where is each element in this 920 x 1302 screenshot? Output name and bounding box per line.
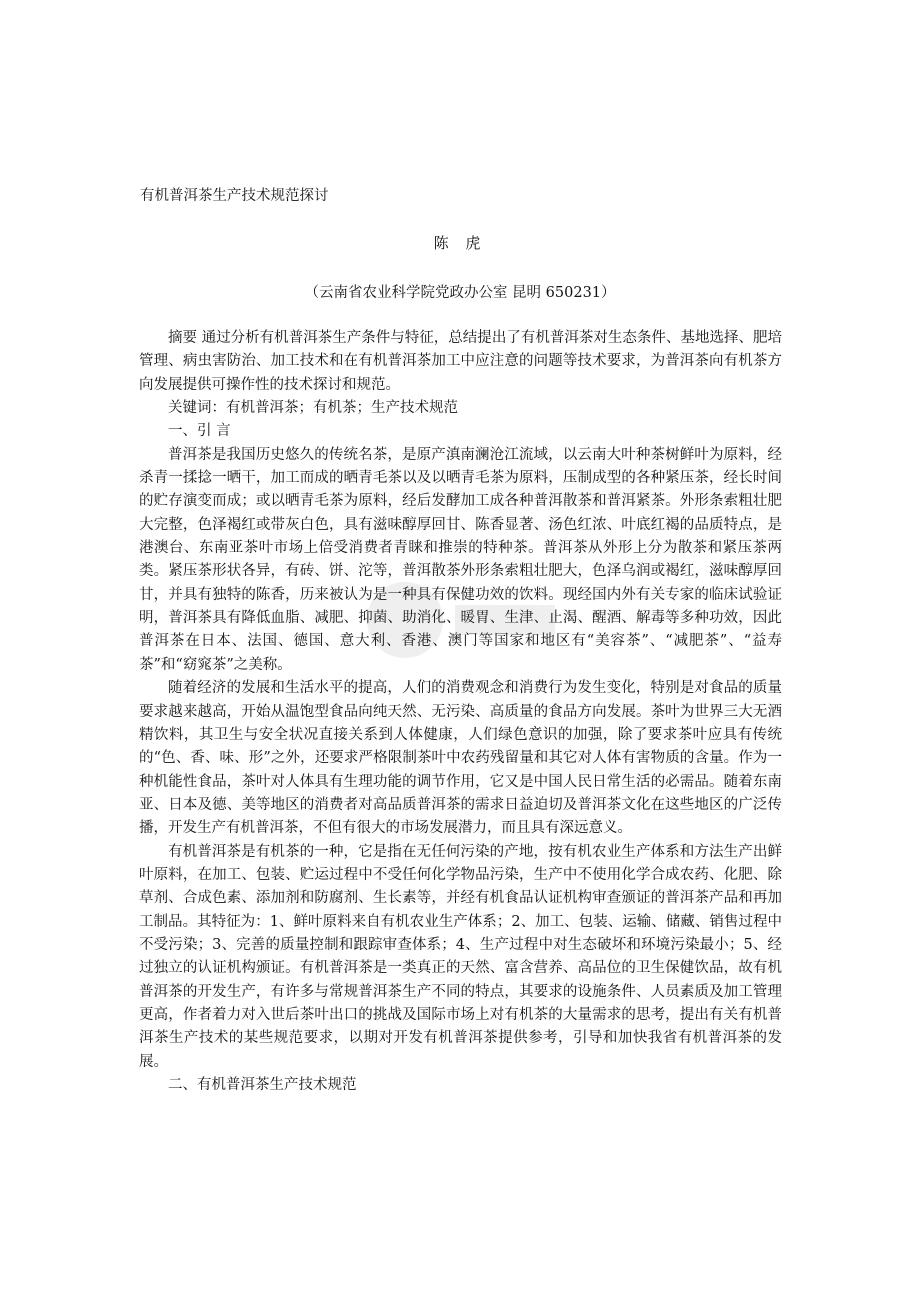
body-paragraph: 随着经济的发展和生活水平的提高，人们的消费观念和消费行为发生变化，特别是对食品的质量要求越来越高，开始从温饱型食品向纯天然、无污染、高质量的食品方向发展。茶叶为世界三大无酒精饮料，其卫生与安全状况直接关系到人体健康，人们绿色意识的加强，除了要求茶叶应具有传统的“色、香、味、形”之外，还要求严格限制茶叶中农药残留量和其它对人体有害物质的含量。作为一种机能性食品，茶叶对人体具有生理功能的调节作用，它又是中国人民日常生活的必需品。随着东南亚、日本及德、美等地区的消费者对高品质普洱茶的需求日益迫切及普洱茶文化在这些地区的广泛传播，开发生产有机普洱茶，不但有很大的市场发展潜力，而且具有深远意义。 — [139, 680, 782, 837]
document-title: 有机普洱茶生产技术规范探讨 — [140, 188, 329, 204]
keywords-line: 关键词：有机普洱茶；有机茶；生产技术规范 — [168, 400, 458, 417]
document-body — [139, 327, 782, 1097]
body-paragraph: 有机普洱茶是有机茶的一种，它是指在无任何污染的产地，按有机农业生产体系和方法生产出鲜叶原料，在加工、包装、贮运过程中不受任何化学物品污染，生产中不使用化学合成农药、化肥、除草剂、合成色素、添加剂和防腐剂、生长素等，并经有机食品认证机构审查颁证的普洱茶产品和再加工制品。其特征为：1、鲜叶原料来自有机农业生产体系；2、加工、包装、运输、储藏、销售过程中不受污染；3、完善的质量控制和跟踪审查体系；4、生产过程中对生态破坏和环境污染最小；5、经过独立的认证机构颁证。有机普洱茶是一类真正的天然、富含营养、高品位的卫生保健饮品，故有机普洱茶的开发生产，有许多与常规普洱茶生产不同的特点，其要求的设施条件、人员素质及加工管理更高，作者着力对入世后茶叶出口的挑战及国际市场上对有机茶的大量需求的思考，提出有关有机普洱茶生产技术的某些规范要求，以期对开发有机普洱茶提供参考，引导和加快我省有机普洱茶的发展。 — [139, 843, 782, 1070]
author-affiliation: （云南省农业科学院党政办公室 昆明 650231） — [304, 285, 616, 301]
body-paragraph: 普洱茶是我国历史悠久的传统名茶，是原产滇南澜沧江流域，以云南大叶种茶树鲜叶为原料，经杀青一揉捻一晒干，加工而成的晒青毛茶以及以晒青毛茶为原料，压制成型的各种紧压茶，经长时间的贮存演变而成；或以晒青毛茶为原料，经后发酵加工成各种普洱散茶和普洱紧茶。外形条索粗壮肥大完整，色泽褐红或带灰白色，具有滋味醇厚回甘、陈香显著、汤色红浓、叶底红褐的品质特点，是港澳台、东南亚茶叶市场上倍受消费者青睐和推崇的特种茶。普洱茶从外形上分为散茶和紧压茶两类。紧压茶形状各异，有砖、饼、沱等，普洱散茶外形条索粗壮肥大，色泽乌润或褐红，滋味醇厚回甘，并具有独特的陈香，历来被认为是一种具有保健功效的饮料。现经国内外有关专家的临床试验证明，普洱茶具有降低血脂、减肥、抑菌、助消化、暖胃、生津、止渴、醒酒、解毒等多种功效，因此普洱茶在日本、法国、德国、意大利、香港、澳门等国家和地区有“美容茶”、“减肥茶”、“益寿茶”和“窈窕茶”之美称。 — [139, 446, 782, 673]
section-heading-technical-spec: 二、有机普洱茶生产技术规范 — [168, 1077, 357, 1093]
section-heading-introduction: 一、引 言 — [168, 423, 231, 440]
author-name: 陈 虎 — [433, 234, 487, 252]
abstract-paragraph: 摘要 通过分析有机普洱茶生产条件与特征，总结提出了有机普洱茶对生态条件、基地选择、肥培管理、病虫害防治、加工技术和在有机普洱茶加工中应注意的问题等技术要求，为普洱茶向有机茶方向发展提供可操作性的技术探讨和规范。 — [139, 330, 782, 393]
